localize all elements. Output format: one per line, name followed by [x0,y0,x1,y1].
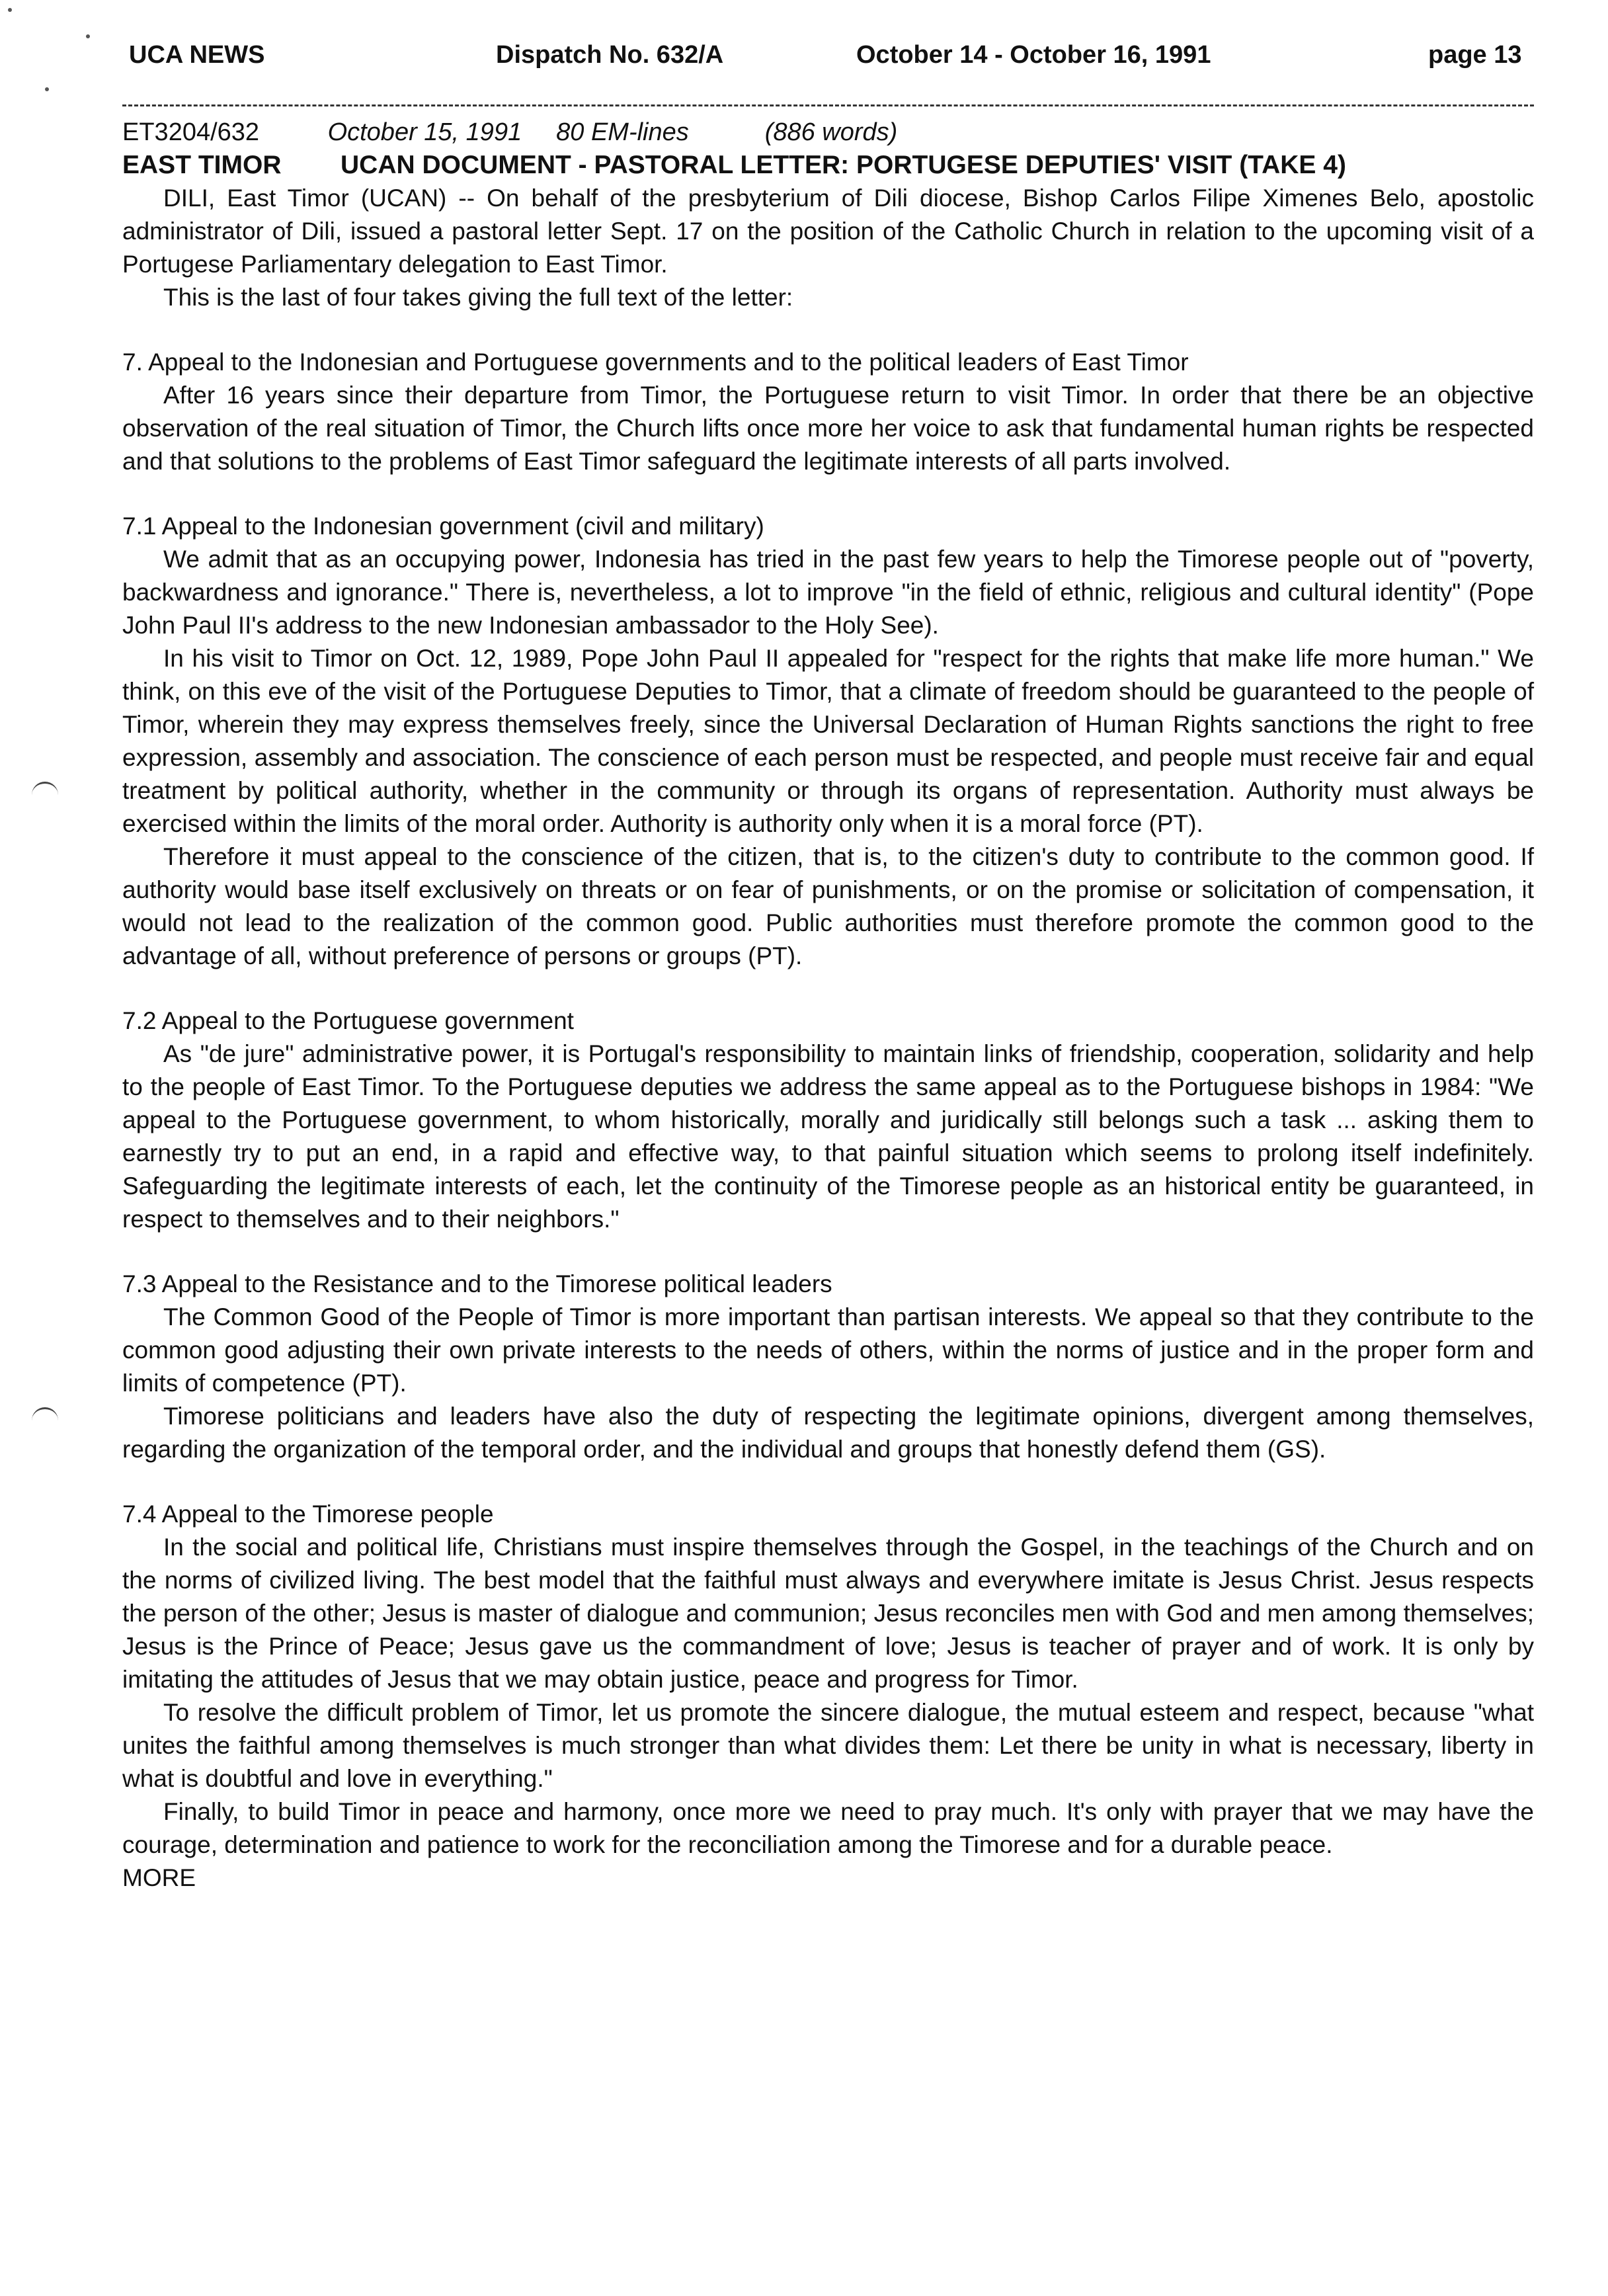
section-paragraph: To resolve the difficult problem of Timor, let us promote the sincere dialogue, the mutual esteem and respect, because "what unites the faithful among themselves is much stronger than what divides them: Let there be unity in what is necessary, liberty in what is doubtful and love in everything." [122,1699,1534,1792]
article-body [122,116,1534,1895]
title-region: EAST TIMOR [122,151,282,179]
slug-date: October 15, 1991 [327,118,522,146]
margin-mark [32,782,58,800]
scan-speck [8,8,12,12]
closing-more: MORE [122,1864,196,1891]
header-dispatch: Dispatch No. 632/A [496,41,724,69]
section-heading: 7.4 Appeal to the Timorese people [122,1500,494,1528]
header-divider [122,104,1534,106]
section-7-1 [122,510,1534,973]
header-source: UCA NEWS [129,41,265,69]
section-paragraph: In the social and political life, Christians must inspire themselves through the Gospel, in the teachings of the Church and on the norms of civilized living. The best model that the faithful must always and everywhere imitate is Jesus Christ. Jesus respects the person of the other; Jesus is master of dialogue and communion; Jesus reconciles men with God and men among themselves; Jesus is the Prince of Peace; Jesus gave us the commandment of love; Jesus is teacher of prayer and of work. It is only by imitating the attitudes of Jesus that we may obtain justice, peace and progress for Timor. [122,1534,1534,1693]
slug-id: ET3204/632 [122,118,260,146]
scan-speck [86,34,90,38]
section-heading: 7.1 Appeal to the Indonesian government (civil and military) [122,512,764,540]
section-heading: 7. Appeal to the Indonesian and Portuguese governments and to the political leaders of East Timor [122,348,1189,376]
slug-words: (886 words) [764,118,898,146]
section-paragraph: In his visit to Timor on Oct. 12, 1989, Pope John Paul II appealed for "respect for the rights that make life more human." We think, on this eve of the visit of the Portuguese Deputies to Timor, that a climate of freedom should be guaranteed to the people of Timor, wherein they may express themselves freely, since the Universal Declaration of Human Rights sanctions the right to free expression, assembly and association. The conscience of each person must be respected, and people must receive fair and equal treatment by political authority, whether in the community or through its organs of representation. Authority must always be exercised within the limits of the moral order. Authority is authority only when it is a moral force (PT). [122,645,1534,837]
section-paragraph: Therefore it must appeal to the conscience of the citizen, that is, to the citizen's duty to contribute to the common good. If authority would base itself exclusively on threats or on fear of punishments, or on the promise or solicitation of compensation, it would not lead to the realization of the common good. Public authorities must therefore promote the common good to the advantage of all, without preference of persons or groups (PT). [122,843,1534,969]
header-dates: October 14 - October 16, 1991 [856,41,1211,69]
section-7-4 [122,1498,1534,1862]
section-paragraph: As "de jure" administrative power, it is Portugal's responsibility to maintain links of friendship, cooperation, solidarity and help to the people of East Timor. To the Portuguese deputies we address the same appeal as to the Portuguese bishops in 1984: "We appeal to the Portuguese government, to whom historically, morally and juridically still belongs such a task ... asking them to earnestly try to put an end, in a rapid and effective way, to that painful situation which seems to prolong itself indefinitely. Safeguarding the legitimate interests of each, let the continuity of the Timorese people as an historical entity be guaranteed, in respect to themselves and to their neighbors." [122,1040,1534,1233]
intro-paragraph: This is the last of four takes giving the full text of the letter: [163,284,793,311]
margin-mark [32,1407,58,1425]
section-paragraph: After 16 years since their departure from Timor, the Portuguese return to visit Timor. In order that there be an objective observation of the real situation of Timor, the Church lifts once more her voice to ask that fundamental human rights be respected and that solutions to the problems of East Timor safeguard the legitimate interests of all parts involved. [122,382,1534,475]
slug-length: 80 EM-lines [556,118,689,146]
article-title [122,149,1534,182]
section-7-3 [122,1268,1534,1466]
section-7 [122,346,1534,478]
section-7-2 [122,1004,1534,1236]
intro-paragraph: DILI, East Timor (UCAN) -- On behalf of the presbyterium of Dili diocese, Bishop Carlos Filipe Ximenes Belo, apostolic administrator of Dili, issued a pastoral letter Sept. 17 on the position of the Catholic Church in relation to the upcoming visit of a Portugese Parliamentary delegation to East Timor. [122,184,1534,278]
scan-speck [45,87,49,91]
section-paragraph: Timorese politicians and leaders have also the duty of respecting the legitimate opinions, divergent among themselves, regarding the organization of the temporal order, and the individual and groups that honestly defend them (GS). [122,1403,1534,1463]
slug-line [122,116,1534,149]
section-paragraph: The Common Good of the People of Timor is more important than partisan interests. We appeal so that they contribute to the common good adjusting their own private interests to the needs of others, within the norms of justice and in the proper form and limits of competence (PT). [122,1303,1534,1397]
section-heading: 7.3 Appeal to the Resistance and to the Timorese political leaders [122,1270,832,1297]
section-paragraph: We admit that as an occupying power, Indonesia has tried in the past few years to help the Timorese people out of "poverty, backwardness and ignorance." There is, nevertheless, a lot to improve "in the field of ethnic, religious and cultural identity" (Pope John Paul II's address to the new Indonesian ambassador to the Holy See). [122,546,1534,639]
header-page: page 13 [1428,41,1522,69]
section-heading: 7.2 Appeal to the Portuguese government [122,1007,574,1034]
section-paragraph: Finally, to build Timor in peace and harmony, once more we need to pray much. It's only with prayer that we may have the courage, determination and patience to work for the reconciliation among the Timorese and for a durable peace. [122,1798,1534,1858]
title-text: UCAN DOCUMENT - PASTORAL LETTER: PORTUGESE DEPUTIES' VISIT (TAKE 4) [341,151,1346,179]
